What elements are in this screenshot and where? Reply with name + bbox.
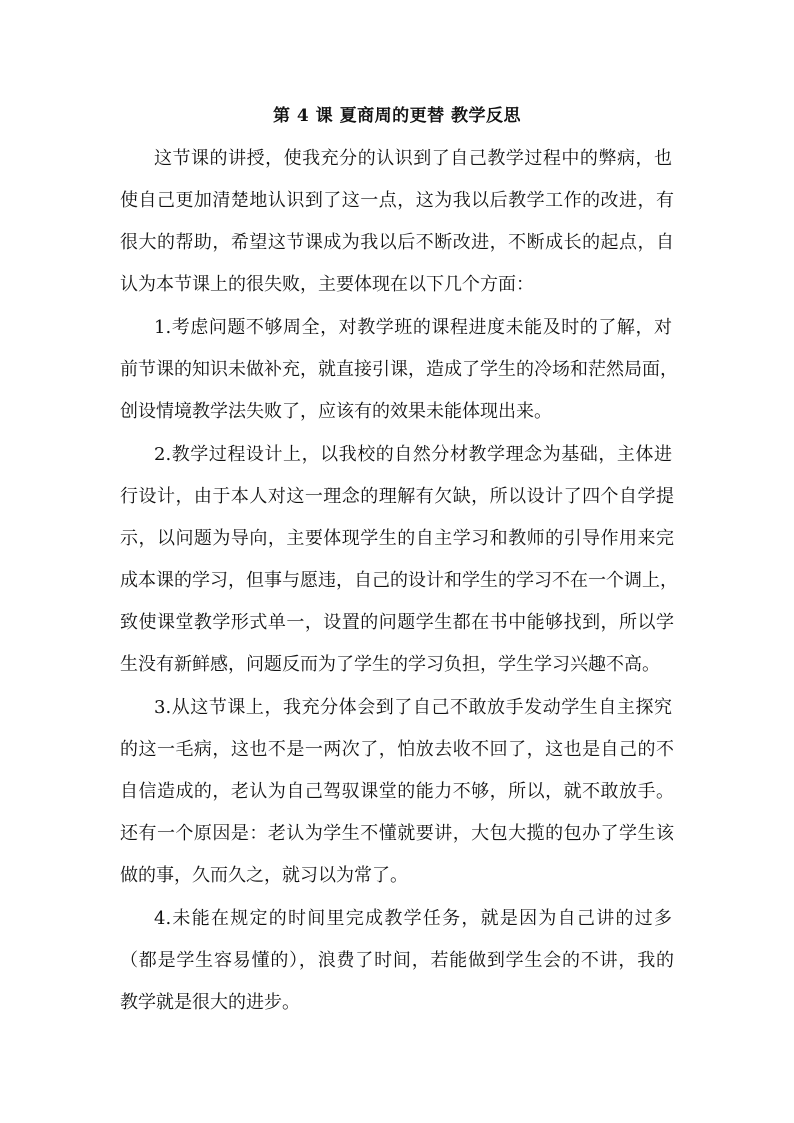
paragraph-4-line-5: 做的事，久而久之，就习以为常了。: [120, 865, 408, 886]
paragraph-1-line-4: 认为本节课上的很失败，主要体现在以下几个方面：: [120, 274, 534, 295]
paragraph-4-line-3: 自信造成的，老认为自己驾驭课堂的能力不够，所以，就不敢放手。: [120, 781, 674, 802]
paragraph-3-line-2: 行设计，由于本人对这一理念的理解有欠缺，所以设计了四个自学提: [120, 486, 674, 507]
paragraph-5-line-1: 4.未能在规定的时间里完成教学任务，就是因为自己讲的过多: [154, 908, 672, 929]
paragraph-2-line-1: 1.考虑问题不够周全，对教学班的课程进度未能及时的了解，对: [154, 317, 672, 338]
paragraph-3-line-6: 生没有新鲜感，问题反而为了学生的学习负担，学生学习兴趣不高。: [120, 654, 660, 675]
paragraph-5-line-3: 教学就是很大的进步。: [120, 992, 300, 1013]
paragraph-2-line-2: 前节课的知识未做补充，就直接引课，造成了学生的冷场和茫然局面，: [120, 359, 678, 380]
paragraph-3-line-1: 2.教学过程设计上，以我校的自然分材教学理念为基础，主体进: [154, 444, 672, 465]
paragraph-4-line-1: 3.从这节课上，我充分体会到了自己不敢放手发动学生自主探究: [154, 697, 672, 718]
paragraph-5-line-2: （都是学生容易懂的），浪费了时间，若能做到学生会的不讲，我的: [120, 950, 674, 971]
paragraph-1-line-3: 很大的帮助，希望这节课成为我以后不断改进，不断成长的起点，自: [120, 232, 674, 253]
paragraph-3-line-3: 示，以问题为导向，主要体现学生的自主学习和教师的引导作用来完: [120, 528, 674, 549]
paragraph-1-line-1: 这节课的讲授，使我充分的认识到了自己教学过程中的弊病，也: [154, 148, 672, 169]
paragraph-3-line-4: 成本课的学习，但事与愿违，自己的设计和学生的学习不在一个调上，: [120, 570, 678, 591]
document-title: 第 4 课 夏商周的更替 教学反思: [272, 106, 521, 126]
paragraph-4-line-2: 的这一毛病，这也不是一两次了，怕放去收不回了，这也是自己的不: [120, 739, 674, 760]
paragraph-2-line-3: 创设情境教学法失败了，应该有的效果未能体现出来。: [120, 401, 552, 422]
paragraph-1-line-2: 使自己更加清楚地认识到了这一点，这为我以后教学工作的改进，有: [120, 190, 674, 211]
paragraph-3-line-5: 致使课堂教学形式单一，设置的问题学生都在书中能够找到，所以学: [120, 612, 674, 633]
paragraph-4-line-4: 还有一个原因是：老认为学生不懂就要讲，大包大揽的包办了学生该: [120, 823, 674, 844]
